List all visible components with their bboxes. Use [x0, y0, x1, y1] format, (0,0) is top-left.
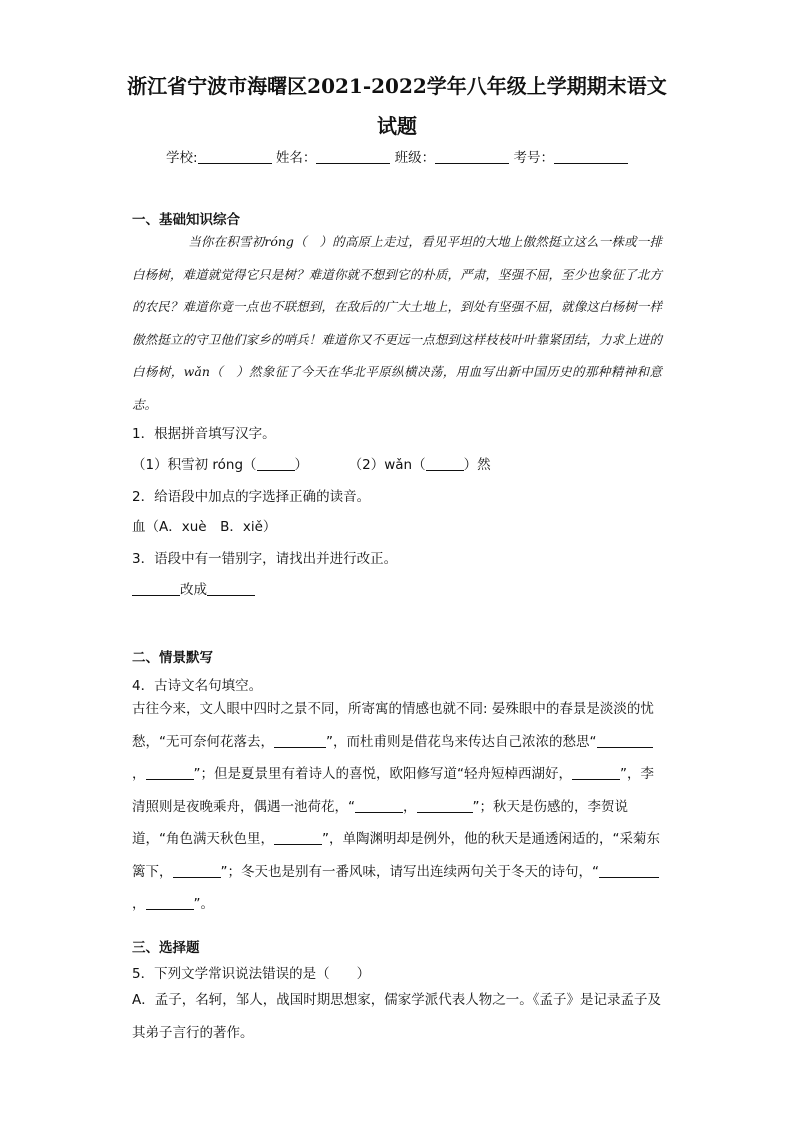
- poem-blank-3[interactable]: [146, 765, 194, 780]
- student-info-row: [0, 146, 794, 166]
- q3-correct-char-blank[interactable]: [207, 581, 255, 596]
- poem-text-9: ”；冬天也是别有一番风味，请写出连续两句关于冬天的诗句，“: [220, 863, 599, 880]
- question-1-items: [132, 453, 491, 473]
- passage-text: 当你在积雪初róng（ ）的高原上走过，看见平坦的大地上傲然挺立这么一株或一排白杨树，难道就觉得它只是树？难道你就不想到它的朴质，严肃，坚强不屈，至少也象征了北方的农民？难道你竟一点也不联想到，在敌后的广大土地上，到处有坚强不屈，就像这白杨树一样傲然挺立的守卫他们家乡的哨兵！难道你又不更远一点想到这样枝枝叶叶靠紧团结，力求上进的白杨树，wǎn（ ）然象征了今天在华北平原纵横决荡，用血写出新中国历史的那种精神和意志。: [132, 234, 662, 412]
- poem-text-6: ，: [403, 798, 417, 815]
- q1-item1-prefix: （1）积雪初 róng（: [132, 457, 257, 473]
- poem-text-2: ”，而杜甫则是借花鸟来传达自己浓浓的愁思“: [326, 733, 597, 750]
- poem-text-3: ，: [132, 766, 146, 782]
- school-blank[interactable]: [198, 149, 272, 164]
- section2-heading: 二、情景默写: [132, 650, 213, 666]
- q3-wrong-char-blank[interactable]: [132, 581, 180, 596]
- class-label: 班级：: [394, 150, 436, 166]
- poem-text-1: 古往今来，文人眼中四时之景不同，所寄寓的情感也就不同: 晏殊眼中的春景是淡淡的忧愁，“无可奈何花落去，: [132, 701, 654, 750]
- class-blank[interactable]: [435, 149, 509, 164]
- poem-text-4: ”；但是夏景里有着诗人的喜悦，欧阳修写道“轻舟短棹西湖好，: [193, 766, 572, 782]
- q3-middle: 改成: [180, 582, 207, 598]
- question-3: 3．语段中有一错别字，请找出并进行改正。: [132, 551, 398, 567]
- poem-blank-9[interactable]: [599, 863, 659, 878]
- question-2-options: 血（A．xuè B．xiě）: [132, 519, 277, 535]
- section1-heading: 一、基础知识综合: [132, 212, 240, 228]
- school-label: 学校:: [166, 150, 198, 166]
- exam-no-blank[interactable]: [554, 149, 628, 164]
- poem-blank-2[interactable]: [597, 733, 653, 748]
- poem-text-11: ”。: [193, 896, 214, 912]
- question-2: 2．给语段中加点的字选择正确的读音。: [132, 489, 371, 505]
- section3-heading: 三、选择题: [132, 940, 200, 956]
- question-3-answer: [132, 578, 255, 598]
- poem-fill-passage: [132, 693, 662, 921]
- poem-blank-5[interactable]: [355, 798, 403, 813]
- q1-item2-suffix: ）然: [463, 457, 491, 473]
- question-4: 4．古诗文名句填空。: [132, 678, 263, 694]
- name-label: 姓名：: [275, 150, 317, 166]
- reading-passage: [132, 226, 662, 421]
- question-5-option-a[interactable]: A．孟子，名轲，邹人，战国时期思想家，儒家学派代表人物之一。《孟子》是记录孟子及其弟子言行的著作。: [132, 992, 661, 1041]
- poem-blank-1[interactable]: [274, 733, 326, 748]
- poem-text-10: ，: [132, 896, 146, 912]
- poem-text-5: ”，李清照则是夜晚乘舟，偶遇一池荷花，“: [132, 766, 654, 815]
- q1-item1-blank[interactable]: [257, 456, 295, 471]
- exam-title-line2: 试题: [377, 114, 417, 138]
- exam-title-line1: 浙江省宁波市海曙区2021-2022学年八年级上学期期末语文: [127, 74, 667, 98]
- question-5: 5．下列文学常识说法错误的是（ ）: [132, 966, 371, 982]
- poem-text-7: ”；秋天是伤感的，李贺说道，“角色满天秋色里，: [132, 798, 628, 847]
- poem-blank-6[interactable]: [417, 798, 473, 813]
- poem-blank-7[interactable]: [274, 830, 322, 845]
- poem-text-8: ”，单陶渊明却是例外，他的秋天是通透闲适的，“采菊东篱下，: [132, 831, 660, 880]
- name-blank[interactable]: [316, 149, 390, 164]
- exam-no-label: 考号：: [513, 150, 554, 166]
- poem-blank-8[interactable]: [173, 863, 221, 878]
- poem-blank-4[interactable]: [572, 765, 620, 780]
- q1-item2-blank[interactable]: [426, 456, 464, 471]
- q1-item2-prefix: （2）wǎn（: [348, 457, 426, 473]
- poem-blank-10[interactable]: [146, 895, 194, 910]
- q1-item1-suffix: ）: [294, 457, 309, 473]
- question-1: 1．根据拼音填写汉字。: [132, 426, 276, 442]
